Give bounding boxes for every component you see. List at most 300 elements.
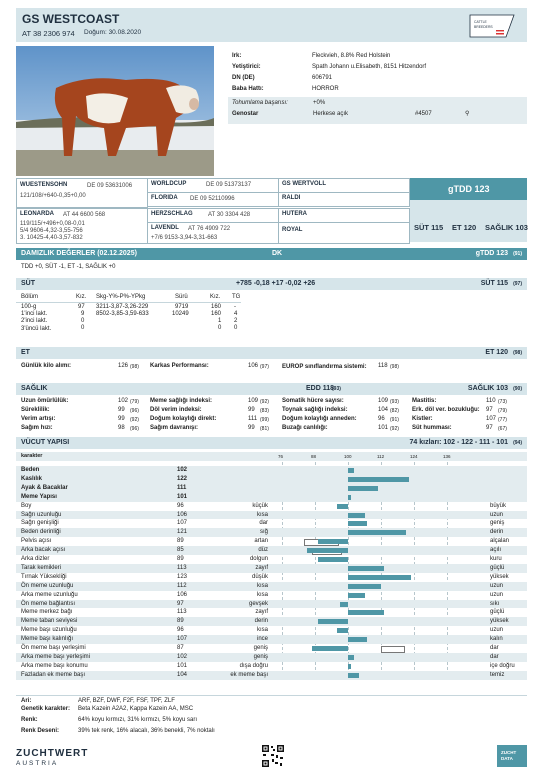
saglik-label: Döl verim indeksi:: [150, 407, 202, 413]
dam-name: LEONARDA: [20, 211, 54, 217]
animal-id: AT 38 2306 974: [22, 29, 75, 38]
sire-id: DE 09 53631006: [87, 183, 133, 189]
sire-line: 121/108/+640-0,35+0,00: [20, 193, 86, 199]
trait-high-label: derin: [490, 529, 504, 536]
sire-sire-box: [147, 178, 279, 193]
sire-dam-name: FLORIDA: [151, 195, 178, 201]
trait-name: Meme taban seviyesi: [21, 618, 78, 625]
saglik-value: 99: [248, 425, 255, 431]
dam-dam-id: AT 76 4909 722: [188, 226, 231, 232]
scale-tick: 76: [278, 454, 284, 459]
sut-cell: 9: [81, 311, 85, 317]
saglik-value: 102: [118, 398, 129, 404]
trait-row: [16, 608, 527, 617]
trait-low-label: zayıf: [255, 564, 268, 571]
saglik-label: Erk. döl ver. bozukluğu:: [412, 407, 480, 413]
trait-value: 121: [177, 529, 188, 536]
header-bar: [16, 8, 527, 42]
saglik-value: 109: [248, 398, 259, 404]
trait-low-label: kısa: [256, 627, 268, 634]
sut-col-header: Skg-Y%-P%-YPkg: [96, 294, 146, 300]
insem-label: Tohumlama başarısı:: [232, 100, 288, 106]
trait-bar: [348, 584, 381, 589]
trait-name: Kaslılık: [21, 475, 43, 482]
footer-value: ARF, BZF, DWF, F2F, FSF, TPF, ZLF: [78, 698, 175, 704]
trait-bar: [348, 673, 359, 678]
trait-row: [16, 671, 527, 680]
trait-bar: [348, 477, 409, 482]
sut-col-header: Kız.: [210, 294, 221, 300]
trait-name: Ön meme uzunluğu: [21, 582, 74, 589]
trait-value: 87: [177, 645, 184, 651]
trait-value: 104: [177, 671, 188, 678]
saglik-rel: (82): [390, 408, 399, 414]
dam-box: [16, 208, 148, 244]
trait-bar: [348, 637, 367, 642]
dam-line1: 119/115/+496+0,08-0,01: [20, 221, 85, 227]
trait-bar: [348, 468, 354, 473]
dam-dam-line: +7/6 9153-3,94-3,31-663: [151, 235, 218, 241]
saglik-label: Somatik hücre sayısı:: [282, 398, 344, 404]
trait-bar: [318, 539, 348, 544]
trait-name: Arka meme başı konumu: [21, 662, 88, 669]
trait-value: 96: [177, 502, 184, 509]
saglik-rel: (90): [513, 386, 522, 392]
trait-row: [16, 528, 527, 537]
trait-row: [16, 564, 527, 573]
trait-name: Fazladan ek meme başı: [21, 671, 86, 678]
svg-text:BREEDERS: BREEDERS: [474, 25, 493, 29]
trait-high-label: uzun: [490, 582, 504, 589]
trait-bar: [348, 486, 378, 491]
et-right: ET 120: [485, 349, 508, 356]
damizlik-bar: [16, 248, 527, 260]
royal-box: [278, 222, 410, 244]
insem-box: [228, 97, 527, 124]
gtdd-box: [410, 178, 527, 200]
trait-value: 106: [177, 591, 188, 598]
trait-row: [16, 537, 527, 546]
brand-logo-sub: AUSTRIA: [16, 760, 59, 767]
damizlik-sub: TDD +0, SÜT -1, ET -1, SAĞLIK +0: [21, 264, 116, 270]
saglik-edd-rel: (93): [332, 386, 341, 392]
saglik-rel: (92): [260, 399, 269, 405]
saglik-label: Toynak sağlığı indeksi:: [282, 407, 348, 413]
sut-cell: 1'inci lakt.: [21, 311, 48, 317]
saglik-rel: (81): [260, 426, 269, 432]
genostar-number: #4507: [415, 111, 432, 117]
trait-high-label: açılı: [490, 547, 502, 554]
breeder-label: Yetiştirici:: [232, 64, 261, 70]
trait-name: Sağrı uzunluğu: [21, 511, 62, 518]
sut-cell: 2'inci lakt.: [21, 318, 48, 324]
dam-dam-box: [147, 222, 279, 244]
saglik-value: 101: [378, 425, 389, 431]
saglik-rel: (79): [130, 399, 139, 405]
saglik-label: Süt humması:: [412, 425, 452, 431]
scale-tick: 112: [377, 454, 385, 459]
saglik-rel: (67): [498, 426, 507, 432]
scale-label: karakter: [21, 453, 43, 459]
genostar-label: Genostar: [232, 111, 259, 117]
trait-row: [16, 617, 527, 626]
saglik-label: Uzun ömürlülük:: [21, 398, 69, 404]
et-title: ET: [21, 349, 30, 356]
damizlik-title: DAMIZLIK DEĞERLER (02.12.2025): [21, 250, 137, 257]
trait-low-label: zayıf: [255, 609, 268, 616]
saglik-rel: (93): [390, 399, 399, 405]
damizlik-gtdd: gTDD 123: [475, 250, 508, 257]
trait-low-label: kısa: [256, 511, 268, 518]
sut-cell: 1: [218, 318, 222, 324]
trait-high-label: kalın: [490, 636, 503, 643]
sut-cell: 3211-3,87-3,26-229: [96, 304, 149, 310]
saglik-value: 111: [248, 416, 258, 422]
saglik-value: 97: [486, 425, 493, 431]
trait-value: 106: [177, 511, 188, 518]
trait-bar: [337, 504, 348, 509]
badge-text: DATA: [501, 756, 513, 761]
trait-high-label: geniş: [490, 520, 505, 527]
gtdd-sub-box: [410, 200, 527, 242]
trait-value: 113: [177, 564, 187, 571]
trait-high-label: güçlü: [490, 564, 505, 571]
trait-bar: [307, 548, 348, 553]
sire-sire-id: DE 09 51373137: [206, 182, 252, 188]
birth-date: Doğum: 30.08.2020: [84, 29, 142, 36]
trait-low-label: ince: [256, 636, 268, 643]
trait-bar: [348, 575, 411, 580]
saglik-label: Doğum kolaylığı direkt:: [150, 416, 217, 422]
zucht-data-badge: [497, 745, 527, 767]
svg-text:CATTLE: CATTLE: [474, 20, 487, 24]
trait-high-label: uzun: [490, 591, 504, 598]
trait-name: Beden: [21, 467, 40, 473]
trait-bar: [348, 495, 351, 500]
sut-cell: 9719: [175, 304, 189, 310]
gs-box: [278, 178, 410, 193]
trait-name: Ön meme bağlantısı: [21, 600, 76, 607]
trait-value: 101: [177, 493, 188, 500]
saglik-rel: (77): [498, 417, 507, 423]
hutera-box: [278, 208, 410, 223]
trait-value: 102: [177, 467, 188, 473]
footer-value: 64% koyu kırmızı, 31% kırmızı, 5% koyu sarı: [78, 717, 198, 723]
trait-value: 97: [177, 600, 184, 607]
trait-low-label: gevşek: [248, 600, 268, 607]
sut-rel: (97): [513, 281, 522, 287]
dam-sire-id: AT 30 3304 428: [208, 212, 251, 218]
breed-label: Irk:: [232, 53, 242, 59]
trait-name: Meme başı kalınlığı: [21, 636, 74, 643]
raldi-box: [278, 192, 410, 207]
trait-name: Tarak kemikleri: [21, 564, 62, 571]
trait-name: Meme merkez bağı: [21, 609, 73, 616]
saglik-value: 99: [248, 407, 255, 413]
trait-name: Arka meme uzunluğu: [21, 591, 78, 598]
saglik-rel: (99): [260, 417, 269, 423]
et-label: Karkas Performansı:: [150, 363, 209, 369]
trait-value: 101: [177, 662, 188, 669]
trait-row: [16, 511, 527, 520]
bull-photo: [16, 46, 214, 176]
gtdd-saglik: SAĞLIK 103: [485, 223, 528, 232]
et-rel: (98): [390, 364, 399, 370]
et-rel: (98): [130, 364, 139, 370]
saglik-value: 107: [486, 416, 497, 422]
trait-range-box: [381, 646, 405, 653]
trait-row: [16, 626, 527, 635]
saglik-label: Verim artışı:: [21, 416, 56, 422]
sut-cell: 0: [234, 325, 238, 331]
saglik-value: 99: [118, 416, 125, 422]
trait-bar: [312, 646, 348, 651]
trait-name: Arka bacak açısı: [21, 547, 66, 554]
scale-tick: 88: [311, 454, 317, 459]
et-label: EUROP sınıflandırma sistemi:: [282, 364, 367, 370]
saglik-rel: (92): [130, 417, 139, 423]
sut-cell: 0: [81, 318, 85, 324]
trait-row: [16, 653, 527, 662]
trait-name: Beden derinliği: [21, 529, 61, 536]
trait-low-label: sığ: [259, 529, 268, 536]
trait-bar: [348, 566, 384, 571]
trait-value: 89: [177, 618, 184, 625]
trait-low-label: dolgun: [249, 556, 268, 562]
trait-low-label: düşük: [251, 573, 268, 580]
trait-value: 107: [177, 520, 188, 527]
sut-cell: -: [234, 304, 236, 310]
trait-high-label: temiz: [490, 671, 505, 678]
saglik-right: SAĞLIK 103: [467, 385, 508, 392]
saglik-value: 97: [486, 407, 493, 413]
trait-row: [16, 493, 527, 502]
sut-cell: 2: [234, 318, 238, 324]
trait-row: [16, 546, 527, 555]
saglik-label: Meme sağlığı indeksi:: [150, 398, 213, 404]
saglik-value: 109: [378, 398, 389, 404]
trait-row: [16, 555, 527, 564]
trait-value: 122: [177, 475, 188, 482]
et-value: 106: [248, 363, 259, 369]
sire-line-label: Baba Hattı:: [232, 86, 264, 92]
saglik-value: 110: [486, 398, 496, 404]
vucut-title: VÜCUT YAPISI: [21, 439, 70, 446]
trait-bar: [337, 628, 348, 633]
trait-high-label: güçlü: [490, 609, 505, 616]
sire-sire-name: WORLDCUP: [151, 181, 187, 187]
trait-low-label: derin: [254, 618, 268, 625]
brand-logo: ZUCHTWERT: [16, 748, 89, 759]
trait-bar: [348, 521, 367, 526]
raldi-name: RALDI: [282, 195, 301, 201]
trait-row: [16, 644, 527, 653]
trait-bar: [348, 513, 365, 518]
trait-value: 85: [177, 547, 184, 554]
sire-dam-box: [147, 192, 279, 207]
vucut-bar: [16, 437, 527, 449]
saglik-rel: (96): [130, 426, 139, 432]
trait-value: 111: [177, 484, 187, 491]
trait-high-label: büyük: [490, 502, 507, 509]
trait-name: Meme Yapısı: [21, 493, 57, 500]
trait-bar: [348, 530, 406, 535]
sut-cell: 3'üncü lakt.: [21, 326, 52, 332]
et-label: Günlük kilo alımı:: [21, 363, 72, 369]
trait-low-label: geniş: [253, 653, 268, 660]
footer-value: Beta Kazein A2A2, Kappa Kazein AA, MSC: [78, 706, 194, 712]
damizlik-dk: DK: [272, 250, 283, 257]
trait-bar: [348, 610, 384, 615]
qr-code-icon: [261, 744, 285, 768]
trait-low-label: düz: [258, 547, 268, 554]
saglik-label: Süreklilik:: [21, 407, 50, 413]
sut-cell: 160: [211, 304, 222, 310]
trait-row: [16, 502, 527, 511]
et-rel: (97): [260, 364, 269, 370]
trait-name: Ayak & Bacaklar: [21, 484, 68, 491]
sut-col-header: Kız.: [76, 294, 87, 300]
trait-bar: [348, 664, 351, 669]
trait-row: [16, 600, 527, 609]
trait-low-label: dar: [259, 520, 268, 527]
trait-name: Arka meme başı yerleşimi: [21, 653, 91, 660]
saglik-rel: (73): [498, 399, 507, 405]
trait-bar: [340, 602, 348, 607]
trait-value: 89: [177, 538, 184, 545]
dam-id: AT 44 6600 568: [63, 212, 106, 218]
sut-cell: 160: [211, 311, 222, 317]
trait-bar: [348, 593, 365, 598]
animal-name: GS WESTCOAST: [22, 12, 120, 26]
sut-cell: 0: [218, 325, 222, 331]
scale-tick: 124: [410, 454, 418, 459]
sut-right: SÜT 115: [480, 280, 508, 287]
trait-name: Tırnak Yüksekliği: [21, 573, 67, 580]
dn-value: 606791: [312, 75, 333, 81]
saglik-rel: (91): [390, 417, 399, 423]
sut-cell: 8502-3,85-3,59-633: [96, 311, 149, 317]
trait-high-label: kuru: [490, 556, 502, 562]
trait-high-label: alçalan: [490, 538, 510, 545]
dam-sire-box: [147, 208, 279, 223]
trait-name: Boy: [21, 502, 32, 509]
trait-high-label: uzun: [490, 627, 504, 634]
hutera-name: HUTERA: [282, 211, 307, 217]
sut-bar: [16, 278, 527, 290]
sut-cell: 100-g: [21, 304, 37, 310]
saglik-rel: (79): [498, 408, 507, 414]
genostar-value: Herkese açık: [313, 111, 349, 117]
pedigree: [16, 178, 527, 242]
et-rel: (98): [513, 350, 522, 356]
gtdd-sut: SÜT 115: [414, 223, 444, 232]
trait-row: [16, 466, 527, 475]
footer-label: Renk:: [21, 717, 38, 723]
sut-title: SÜT: [21, 280, 35, 287]
trait-row: [16, 475, 527, 484]
vucut-rel: (94): [513, 440, 522, 446]
saglik-rel: (96): [130, 408, 139, 414]
footer-label: Genetik karakter:: [21, 706, 71, 712]
location-pin-icon: ⚲: [465, 111, 470, 117]
badge-text: ZUCHT: [501, 750, 517, 755]
trait-name: Ön meme başı yerleşimi: [21, 645, 86, 651]
sut-col-header: Sürü: [175, 294, 188, 300]
sire-name: WUESTENSOHN: [20, 182, 68, 188]
cattle-breeders-logo: [468, 14, 516, 38]
saglik-value: 104: [378, 407, 389, 413]
gtdd-title: gTDD 123: [448, 184, 490, 194]
dam-dam-name: LAVENDL: [151, 225, 179, 231]
trait-row: [16, 484, 527, 493]
trait-high-label: uzun: [490, 511, 504, 518]
scale-tick: 100: [344, 454, 352, 459]
scale-tick: 136: [443, 454, 451, 459]
saglik-value: 98: [118, 425, 125, 431]
trait-value: 96: [177, 627, 184, 634]
sut-cell: 0: [81, 325, 85, 331]
sut-mid: +785 -0,18 +17 -0,02 +26: [236, 280, 316, 287]
saglik-label: Sağım hızı:: [21, 425, 53, 431]
trait-value: 113: [177, 609, 187, 616]
trait-low-label: ek meme başı: [230, 671, 268, 678]
dam-sire-name: HERZSCHLAG: [151, 211, 193, 217]
saglik-label: Mastitis:: [412, 398, 437, 404]
gs-name: GS WERTVOLL: [282, 181, 326, 187]
saglik-label: Kistler:: [412, 416, 433, 422]
saglik-edd: EDD 118: [306, 385, 335, 392]
trait-high-label: yüksek: [490, 618, 509, 625]
trait-row: [16, 582, 527, 591]
sire-box: [16, 178, 148, 208]
trait-low-label: küçük: [252, 502, 268, 509]
trait-row: [16, 662, 527, 671]
trait-high-label: içe doğru: [490, 662, 515, 669]
royal-name: ROYAL: [282, 227, 303, 233]
trait-bar: [348, 655, 354, 660]
sut-col-header: Bölüm: [21, 294, 39, 300]
saglik-label: Sağım davranışı:: [150, 425, 199, 431]
gtdd-et: ET 120: [452, 223, 477, 232]
saglik-title: SAĞLIK: [21, 385, 48, 392]
trait-value: 107: [177, 636, 188, 643]
saglik-value: 99: [118, 407, 125, 413]
sut-cell: 10249: [172, 311, 189, 317]
trait-high-label: yüksek: [490, 573, 509, 580]
trait-row: [16, 591, 527, 600]
footer-label: Renk Deseni:: [21, 728, 60, 734]
trait-name: Pelvis açısı: [21, 538, 52, 545]
footer-label: Ari:: [21, 698, 32, 704]
trait-low-label: dışa doğru: [239, 662, 268, 669]
vucut-right: 74 kızları: 102 - 122 - 111 - 101: [409, 439, 508, 446]
breeder-value: Spath Johann u.Elisabeth, 8151 Hitzendorf: [312, 64, 427, 70]
breed-value: Fleckvieh, 8.8% Red Holstein: [312, 53, 391, 59]
trait-value: 89: [177, 556, 184, 562]
saglik-label: Buzağı canlılığı:: [282, 425, 328, 431]
trait-bar: [318, 557, 348, 562]
trait-value: 123: [177, 573, 188, 580]
et-value: 118: [378, 363, 388, 369]
sut-cell: 4: [234, 311, 238, 317]
saglik-rel: (83): [260, 408, 269, 414]
et-bar: [16, 347, 527, 359]
trait-name: Arka dizler: [21, 556, 50, 562]
trait-value: 112: [177, 582, 187, 589]
trait-low-label: kısa: [256, 582, 268, 589]
dam-line2: 5/4 9606-4,32-3,55-756: [20, 228, 83, 234]
